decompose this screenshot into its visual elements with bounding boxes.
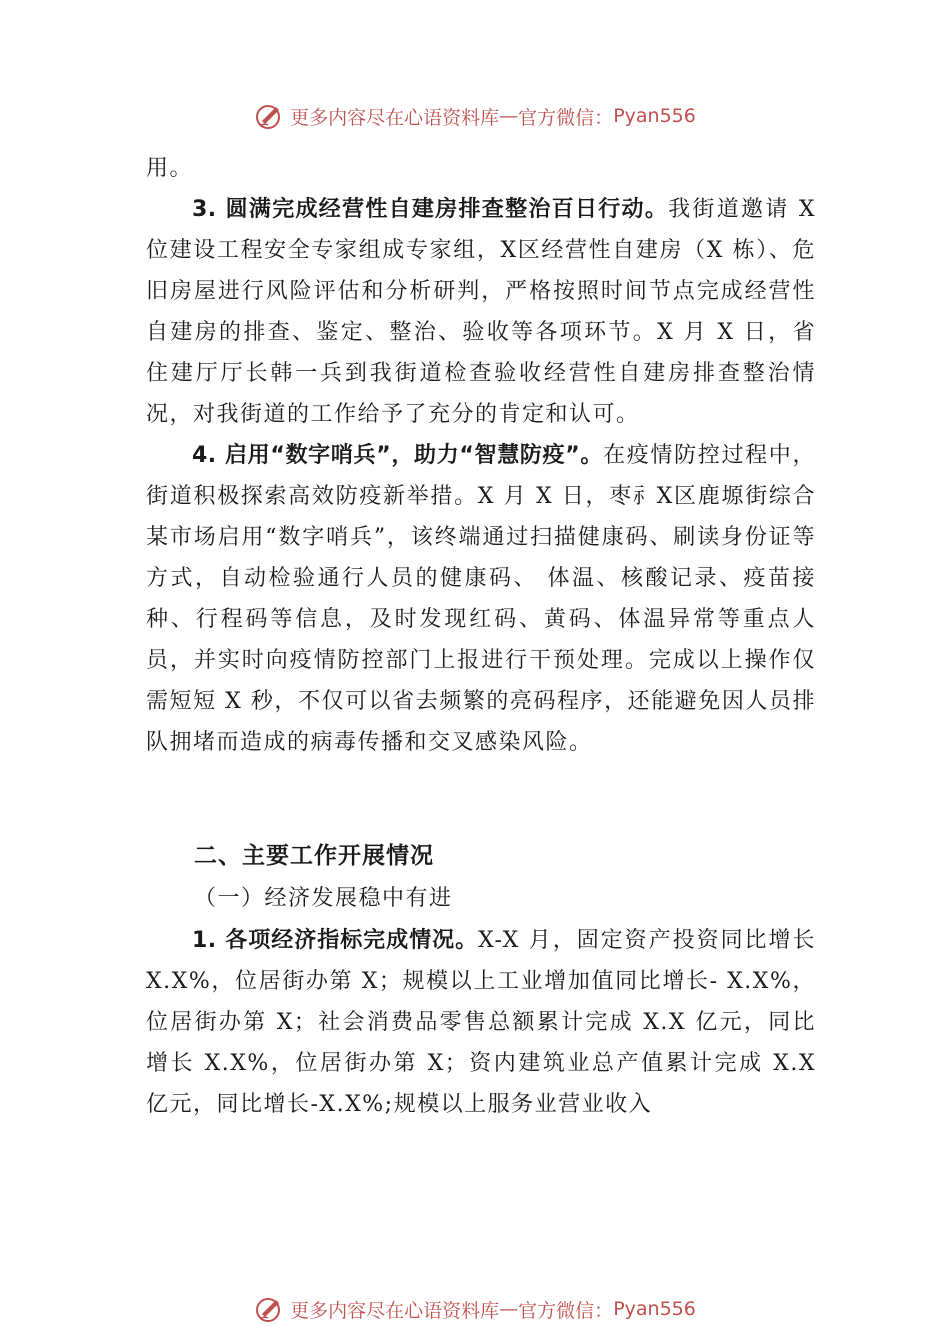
watermark-separator: — — [499, 105, 519, 127]
watermark-wechat-id: Pyan556 — [613, 105, 696, 127]
document-body-continued — [146, 920, 816, 1125]
paragraph-digital-sentinel — [146, 435, 816, 763]
pen-writing-icon — [254, 101, 284, 131]
paragraph-continuation: 用。 — [146, 156, 194, 181]
section-heading: 二、主要工作开展情况 — [194, 843, 434, 869]
paragraph-economic-indicators — [146, 920, 816, 1125]
paragraph-text: 我街道邀请 X 位建设工程安全专家组成专家组，X区经营性自建房（X 栋）、危旧房屋进行风险评估和分析研判，严格按照时间节点完成经营性自建房的排查、鉴定、整治、验收等各项环节。X 月 X 日，省住建厅厅长韩一兵到我街道检查验收经营性自建房排查整治情况，对我街道的工作给予了充分的肯定和认可。 — [146, 197, 816, 427]
watermark-wechat-label: 官方微信： — [518, 1299, 614, 1322]
document-body — [146, 148, 816, 763]
paragraph-self-built-housing — [146, 189, 816, 435]
watermark-separator: — — [499, 1298, 519, 1320]
paragraph-title: 1. 各项经济指标完成情况。 — [192, 928, 479, 953]
watermark-wechat-label: 官方微信： — [518, 106, 614, 129]
paragraph-text: 在疫情防控过程中，街道积极探索高效防疫新举措。X 月 X 日，枣⺬X区鹿塬街综合某市场启用“数字哨兵”，该终端通过扫描健康码、刷读身份证等方式，自动检验通行人员的健康码、 体温、核酸记录、疫苗接种、行程码等信息，及时发现红码、黄码、体温异常等重点人员，并实时向疫情防控部门上报进行干预处理。完成以上操作仅需短短 X 秒，不仅可以省去频繁的亮码程序，还能避免因人员排队拥堵而造成的病毒传播和交叉感染风险。 — [146, 443, 816, 755]
watermark-footer — [0, 1289, 950, 1329]
watermark-prefix: 更多内容尽在心语资料库 — [290, 106, 500, 129]
paragraph-title: 4. 启用“数字哨兵”，助力“智慧防疫”。 — [192, 443, 604, 468]
pen-writing-icon — [254, 1294, 284, 1324]
watermark-prefix: 更多内容尽在心语资料库 — [290, 1299, 500, 1322]
paragraph-text: X-X 月，固定资产投资同比增长 X.X%，位居街办第 X；规模以上工业增加值同比增长- X.X%，位居街办第 X；社会消费品零售总额累计完成 X.X 亿元，同比增长 X.X%，位居街办第 X；资内建筑业总产值累计完成 X.X 亿元，同比增长-X.X%;规模以上服务业营业收入 — [146, 928, 817, 1117]
paragraph-title: 3. 圆满完成经营性自建房排查整治百日行动。 — [192, 197, 669, 222]
watermark-wechat-id: Pyan556 — [613, 1298, 696, 1320]
subsection-heading: （一）经济发展稳中有进 — [194, 886, 453, 911]
watermark-header — [0, 96, 950, 136]
